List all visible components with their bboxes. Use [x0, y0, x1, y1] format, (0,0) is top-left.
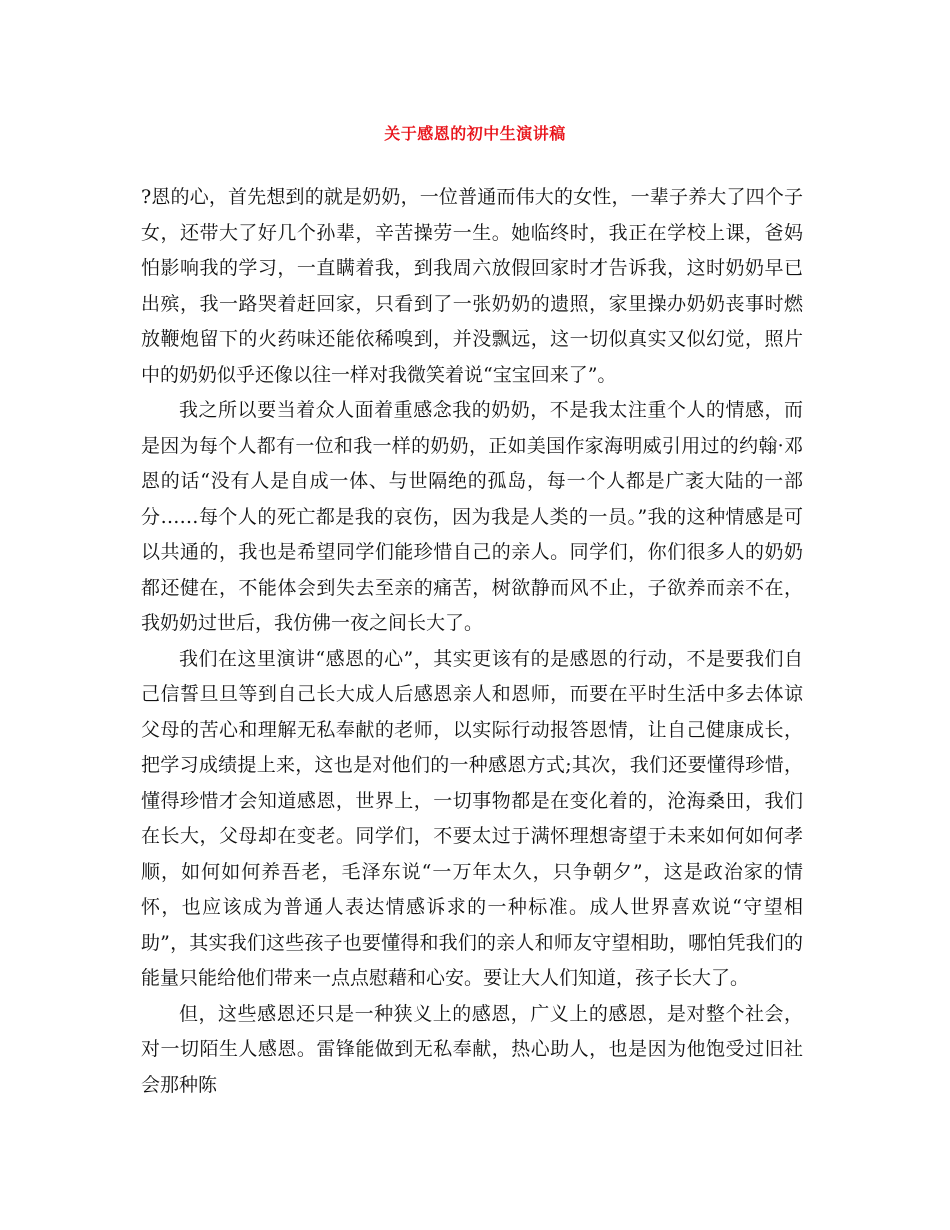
document-title: 关于感恩的初中生演讲稿 [384, 124, 566, 143]
paragraph-2: 我之所以要当着众人面着重感念我的奶奶，不是我太注重个人的情感，而是因为每个人都有一位和我一样的奶奶，正如美国作家海明威引用过的约翰·邓恩的话“没有人是自成一体、与世隔绝的孤岛，每一个人都是广袤大陆的一部分……每个人的死亡都是我的哀伤，因为我是人类的一员。”我的这种情感是可以共通的，我也是希望同学们能珍惜自己的亲人。同学们，你们很多人的奶奶都还健在，不能体会到失去至亲的痛苦，树欲静而风不止，子欲养而亲不在，我奶奶过世后，我仿佛一夜之间长大了。 [141, 399, 803, 634]
paragraph-1: ?恩的心，首先想到的就是奶奶，一位普通而伟大的女性，一辈子养大了四个子女，还带大了好几个孙辈，辛苦操劳一生。她临终时，我正在学校上课，爸妈怕影响我的学习，一直瞒着我，到我周六放假回家时才告诉我，这时奶奶早已出殡，我一路哭着赶回家，只看到了一张奶奶的遗照，家里操办奶奶丧事时燃放鞭炮留下的火药味还能依稀嗅到，并没飘远，这一切似真实又似幻觉，照片中的奶奶似乎还像以往一样对我微笑着说“宝宝回来了”。 [141, 186, 803, 386]
document-body [141, 180, 803, 1103]
paragraph-4: 但，这些感恩还只是一种狭义上的感恩，广义上的感恩，是对整个社会，对一切陌生人感恩。雷锋能做到无私奉献，热心助人，也是因为他饱受过旧社会那种陈 [141, 1002, 803, 1096]
paragraph-3: 我们在这里演讲“感恩的心”，其实更该有的是感恩的行动，不是要我们自己信誓旦旦等到自己长大成人后感恩亲人和恩师，而要在平时生活中多去体谅父母的苦心和理解无私奉献的老师，以实际行动报答恩情，让自己健康成长，把学习成绩提上来，这也是对他们的一种感恩方式;其次，我们还要懂得珍惜，懂得珍惜才会知道感恩，世界上，一切事物都是在变化着的，沧海桑田，我们在长大，父母却在变老。同学们，不要太过于满怀理想寄望于未来如何如何孝顺，如何如何养吾老，毛泽东说“一万年太久，只争朝夕”，这是政治家的情怀，也应该成为普通人表达情感诉求的一种标准。成人世界喜欢说“守望相助”，其实我们这些孩子也要懂得和我们的亲人和师友守望相助，哪怕凭我们的能量只能给他们带来一点点慰藉和心安。要让大人们知道，孩子长大了。 [141, 647, 803, 989]
